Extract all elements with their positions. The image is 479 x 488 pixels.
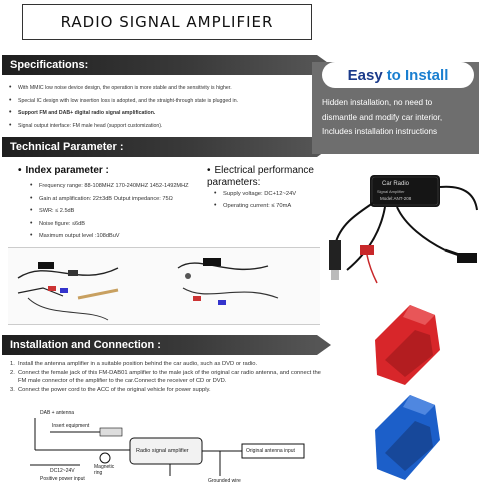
- specifications-header: [2, 55, 317, 75]
- cable-photos-illustration: [8, 248, 320, 326]
- install-item-2: 2. Connect the female jack of this FM-DAB01 amplifier to the male jack of the original car radio antenna, and connect the FM male connector of the amplifier to the car.Connect the receiver of CD or DVD.: [10, 369, 321, 385]
- product-label-3: Model:ANT-208: [380, 196, 412, 201]
- index-item-1: • Frequency range: 88-108MHZ 170-240MHZ 1452-1492MHZ: [30, 180, 189, 193]
- technical-label: Technical Parameter :: [10, 141, 124, 153]
- index-title: • Index parameter :: [18, 165, 109, 176]
- product-label-1: Car Radio: [382, 181, 410, 187]
- page-title: RADIO SIGNAL AMPLIFIER: [60, 13, 274, 31]
- product-label-2: Signal Amplifier: [377, 189, 405, 194]
- diagram-power2-label: Positive power input: [40, 476, 85, 482]
- diagram-magnetic-label: Magnetic ring: [94, 464, 115, 476]
- diagram-dab-label: DAB + antenna: [40, 410, 75, 416]
- install-item-1: 1. Install the antenna amplifier in a suitable position behind the car audio, such as DVD or radio.: [10, 361, 258, 367]
- spec-item-1: • With MMIC low noise device design, the operation is more stable and the sensitivity is higher.: [8, 82, 318, 95]
- index-item-4: • Noise figure: ≤6dB: [30, 218, 189, 231]
- wiring-diagram: [10, 410, 328, 488]
- electrical-title: • Electrical performance parameters:: [207, 165, 337, 189]
- install-list: [10, 360, 328, 394]
- diagram-power-label: DC12~24V: [50, 468, 75, 474]
- easy-to-install-badge: [322, 62, 474, 88]
- product-image: [325, 165, 479, 488]
- diagram-amp-label: Radio signal amplifier: [136, 448, 189, 454]
- spec-item-4: • Signal output interface: FM male head (support customization).: [8, 120, 318, 133]
- cable-photos: [8, 247, 320, 325]
- diagram-ground-label: Grounded wire: [208, 478, 241, 484]
- page-title-box: [22, 4, 312, 40]
- specifications-label: Specifications:: [10, 59, 89, 71]
- index-list: [30, 180, 189, 243]
- spec-list: [8, 82, 318, 132]
- promo-text: [322, 96, 477, 140]
- install-item-3: 3. Connect the power cord to the ACC of the original vehicle for power supply.: [10, 386, 211, 393]
- installation-header: [2, 335, 317, 355]
- electrical-list: [214, 188, 296, 212]
- spec-item-3: • Support FM and DAB+ digital radio signal amplification.: [8, 107, 318, 120]
- electrical-item-1: • Supply voltage: DC+12~24V: [214, 188, 296, 200]
- installation-label: Installation and Connection :: [10, 339, 161, 351]
- to-install-words: to Install: [386, 66, 449, 84]
- electrical-item-2: • Operating current: ≤ 70mA: [214, 200, 296, 212]
- index-item-2: • Gain at amplification: 22±3dB Output impedance: 75Ω: [30, 193, 189, 206]
- spec-item-2: • Special IC design with low insertion loss is adopted, and the straight-through state is plugged in.: [8, 95, 318, 108]
- index-item-3: • SWR: ≤ 2.5dB: [30, 205, 189, 218]
- promo-line-1: Hidden installation, no need to: [322, 98, 433, 107]
- diagram-orig-label: Original antenna input: [246, 448, 295, 454]
- easy-word: Easy: [347, 66, 383, 84]
- promo-line-3: Includes installation instructions: [322, 127, 438, 136]
- product-illustration: [325, 165, 479, 488]
- index-item-5: • Maximum output level :108dBuV: [30, 230, 189, 243]
- diagram-insert-label: Insert equipment: [52, 423, 90, 429]
- technical-header: [2, 137, 317, 157]
- promo-line-2: dismantle and modify car interior,: [322, 112, 443, 122]
